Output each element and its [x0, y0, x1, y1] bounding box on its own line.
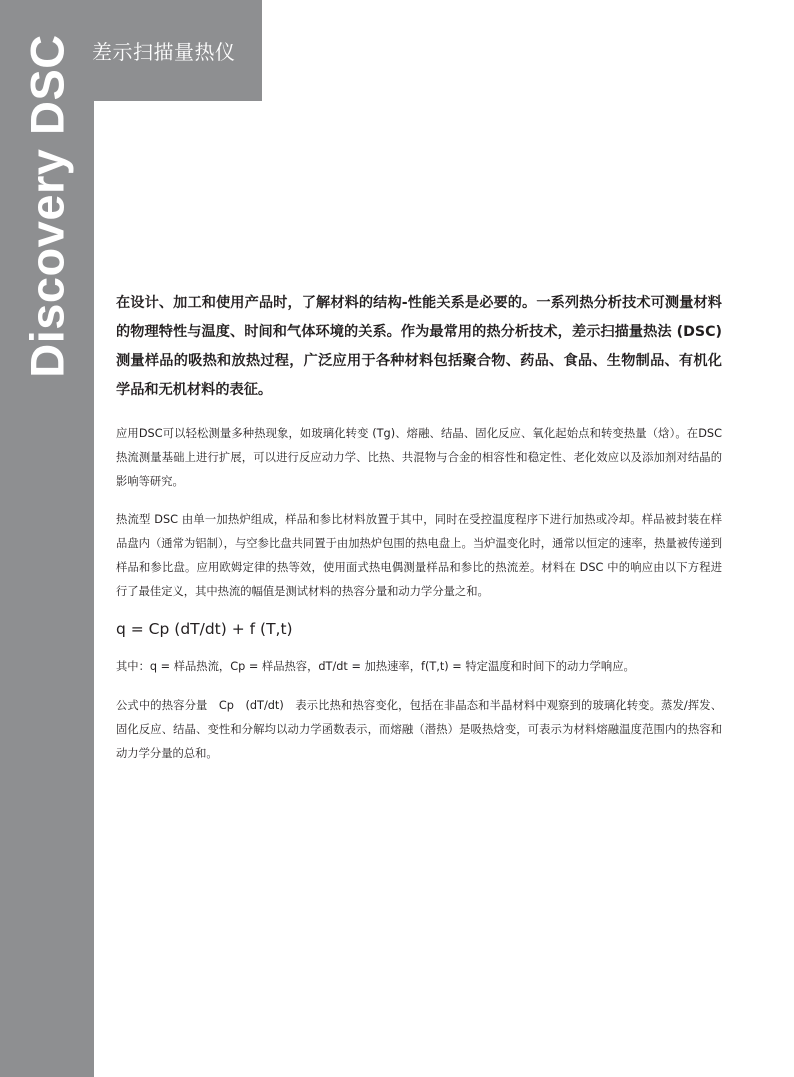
main-content — [116, 289, 722, 780]
body-paragraph-applications: 应用DSC可以轻松测量多种热现象，如玻璃化转变 (Tg)、熔融、结晶、固化反应、氧化起始点和转变热量（焓）。在DSC热流测量基础上进行扩展，可以进行反应动力学、比热、共混物与合金的相容性和稳定性、老化效应以及添加剂对结晶的影响等研究。 — [116, 427, 722, 488]
heat-flow-formula: q = Cp (dT/dt) + f (T,t) — [116, 620, 293, 638]
page-subtitle: 差示扫描量热仪 — [92, 40, 236, 64]
lead-paragraph: 在设计、加工和使用产品时，了解材料的结构-性能关系是必要的。一系列热分析技术可测量材料的物理特性与温度、时间和气体环境的关系。作为最常用的热分析技术，差示扫描量热法 (DSC) 测量样品的吸热和放热过程，广泛应用于各种材料包括聚合物、药品、食品、生物制品、有机化学品和无机材料的表征。 — [116, 295, 722, 398]
vertical-product-title: Discovery DSC — [20, 34, 74, 378]
formula-definitions: 其中：q = 样品热流，Cp = 样品热容，dT/dt = 加热速率，f(T,t) = 特定温度和时间下的动力学响应。 — [116, 660, 635, 673]
body-paragraph-heat-capacity: 公式中的热容分量 Cp (dT/dt) 表示比热和热容变化，包括在非晶态和半晶材料中观察到的玻璃化转变。蒸发/挥发、固化反应、结晶、变性和分解均以动力学函数表示，而熔融（潜热）是吸热焓变，可表示为材料熔融温度范围内的热容和动力学分量的总和。 — [116, 699, 722, 760]
body-paragraph-heat-flux: 热流型 DSC 由单一加热炉组成，样品和参比材料放置于其中，同时在受控温度程序下进行加热或冷却。样品被封装在样品盘内（通常为铝制），与空参比盘共同置于由加热炉包围的热电盘上。当炉温变化时，通常以恒定的速率，热量被传递到样品和参比盘。应用欧姆定律的热等效，使用面式热电偶测量样品和参比的热流差。材料在 DSC 中的响应由以下方程进行了最佳定义，其中热流的幅值是测试材料的热容分量和动力学分量之和。 — [116, 513, 722, 598]
